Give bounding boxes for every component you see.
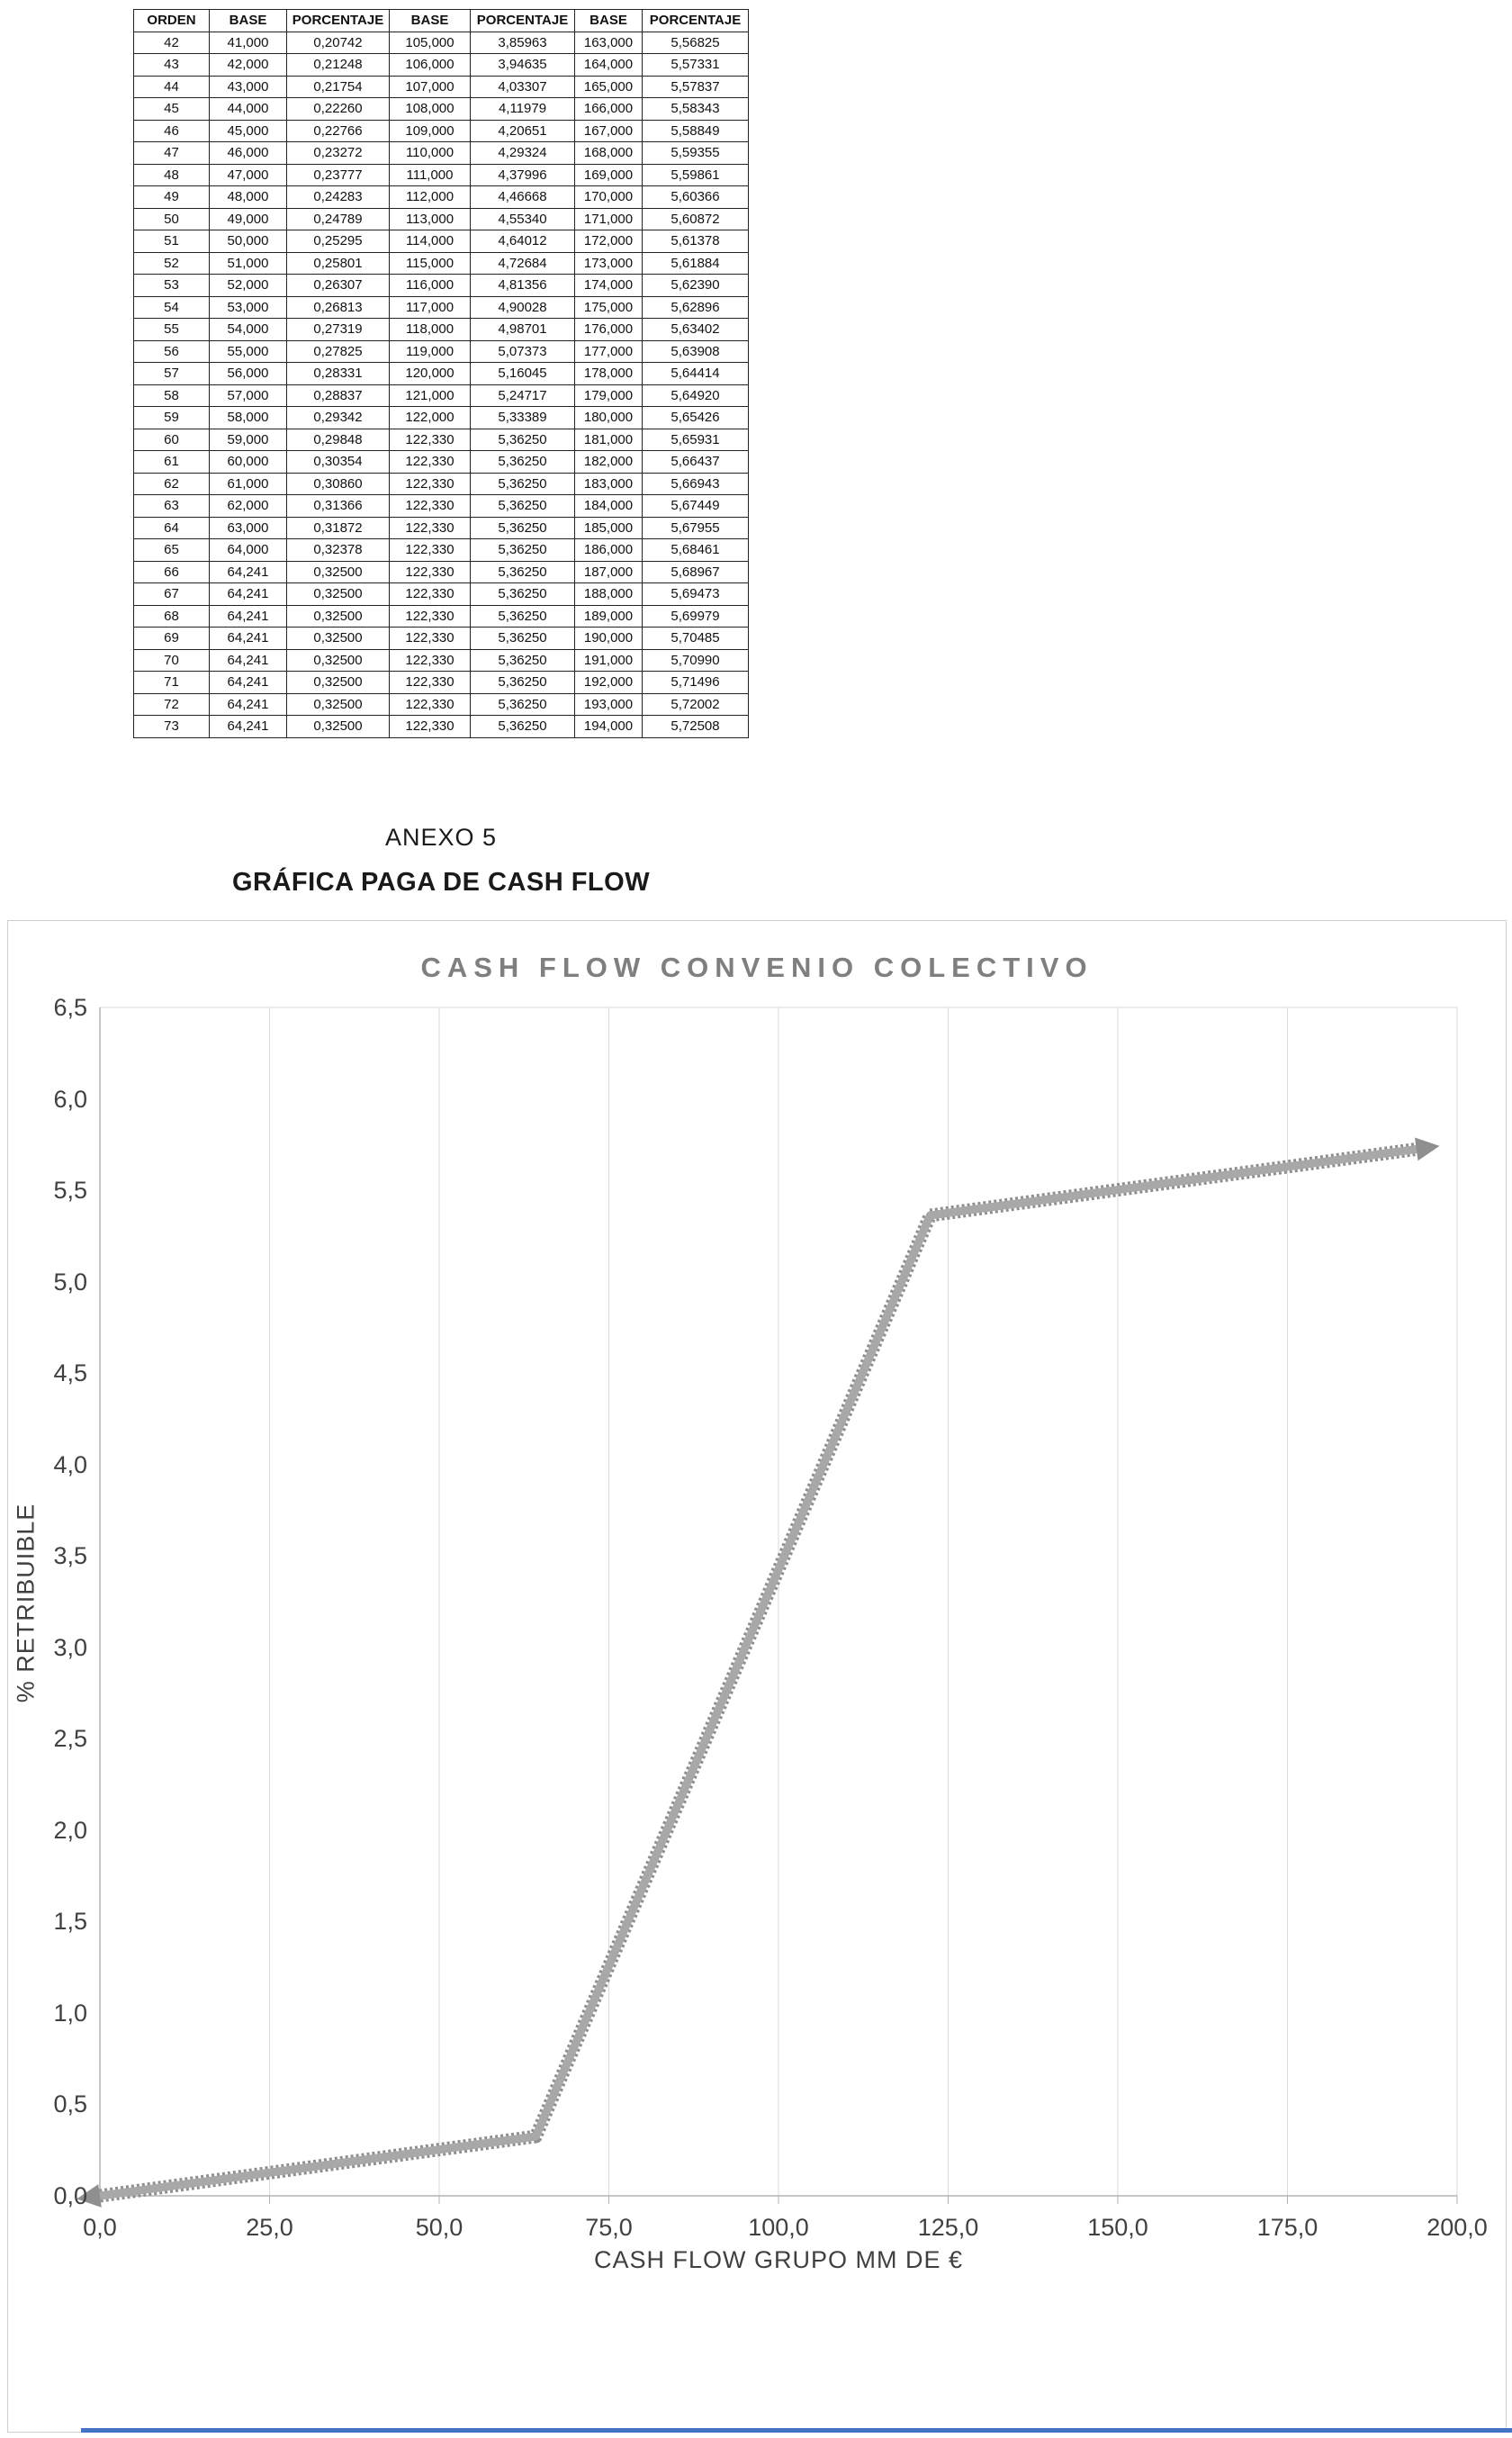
table-cell: 5,36250	[471, 517, 575, 539]
y-axis-title: % RETRIBUIBLE	[12, 1503, 40, 1703]
table-cell: 0,26813	[287, 296, 390, 319]
table-cell: 62,000	[210, 495, 287, 518]
table-cell: 69	[134, 628, 210, 650]
table-cell: 5,16045	[471, 363, 575, 385]
table-cell: 167,000	[575, 120, 643, 142]
table-header	[134, 10, 749, 32]
table-cell: 171,000	[575, 208, 643, 230]
table-cell: 5,57331	[643, 54, 749, 77]
y-tick-label: 1,0	[53, 1999, 87, 2027]
table-cell: 114,000	[390, 230, 471, 253]
table-row	[134, 340, 749, 363]
table-cell: 67	[134, 583, 210, 606]
table-row	[134, 275, 749, 297]
table-cell: 5,36250	[471, 451, 575, 474]
table-cell: 5,72002	[643, 693, 749, 716]
table-cell: 122,330	[390, 605, 471, 628]
x-tick-label: 0,0	[83, 2214, 117, 2241]
column-header: BASE	[390, 10, 471, 32]
table-cell: 4,37996	[471, 164, 575, 186]
table-cell: 184,000	[575, 495, 643, 518]
table-cell: 42	[134, 32, 210, 54]
table-cell: 5,69473	[643, 583, 749, 606]
table-cell: 189,000	[575, 605, 643, 628]
table-cell: 122,330	[390, 517, 471, 539]
table-cell: 43	[134, 54, 210, 77]
table-cell: 5,36250	[471, 605, 575, 628]
table-cell: 0,31872	[287, 517, 390, 539]
table-cell: 174,000	[575, 275, 643, 297]
table-body	[134, 32, 749, 737]
table-cell: 44,000	[210, 98, 287, 121]
table-cell: 61,000	[210, 473, 287, 495]
table-cell: 5,71496	[643, 672, 749, 694]
annex-headings	[0, 824, 882, 898]
table-cell: 122,330	[390, 495, 471, 518]
table-header-row	[134, 10, 749, 32]
table-cell: 106,000	[390, 54, 471, 77]
table-cell: 53,000	[210, 296, 287, 319]
table-cell: 5,36250	[471, 429, 575, 451]
table-cell: 5,36250	[471, 495, 575, 518]
table-cell: 116,000	[390, 275, 471, 297]
table-cell: 107,000	[390, 76, 471, 98]
table-cell: 0,27825	[287, 340, 390, 363]
chart-title: CASH FLOW CONVENIO COLECTIVO	[420, 952, 1094, 983]
table-cell: 172,000	[575, 230, 643, 253]
table-cell: 0,30354	[287, 451, 390, 474]
table-cell: 51	[134, 230, 210, 253]
table-cell: 0,21754	[287, 76, 390, 98]
porcentaje-table	[133, 9, 749, 738]
table-cell: 122,000	[390, 407, 471, 429]
table-cell: 122,330	[390, 649, 471, 672]
table-cell: 109,000	[390, 120, 471, 142]
table-row	[134, 230, 749, 253]
table-row	[134, 473, 749, 495]
table-cell: 56,000	[210, 363, 287, 385]
table-cell: 4,72684	[471, 252, 575, 275]
table-cell: 64	[134, 517, 210, 539]
column-header: PORCENTAJE	[471, 10, 575, 32]
table-row	[134, 429, 749, 451]
table-row	[134, 628, 749, 650]
table-row	[134, 32, 749, 54]
table-cell: 108,000	[390, 98, 471, 121]
table-cell: 72	[134, 693, 210, 716]
table-row	[134, 252, 749, 275]
table-cell: 49	[134, 186, 210, 209]
table-cell: 64,241	[210, 716, 287, 738]
table-row	[134, 716, 749, 738]
table-row	[134, 605, 749, 628]
table-cell: 5,59861	[643, 164, 749, 186]
table-cell: 5,36250	[471, 672, 575, 694]
table-cell: 48	[134, 164, 210, 186]
table-cell: 62	[134, 473, 210, 495]
table-cell: 5,66437	[643, 451, 749, 474]
table-cell: 46	[134, 120, 210, 142]
table-row	[134, 296, 749, 319]
table-cell: 175,000	[575, 296, 643, 319]
table-cell: 0,32500	[287, 716, 390, 738]
table-cell: 188,000	[575, 583, 643, 606]
table-cell: 54,000	[210, 319, 287, 341]
table-cell: 64,241	[210, 672, 287, 694]
table-cell: 0,20742	[287, 32, 390, 54]
table-cell: 178,000	[575, 363, 643, 385]
table-cell: 5,62896	[643, 296, 749, 319]
table-cell: 5,60872	[643, 208, 749, 230]
table-row	[134, 98, 749, 121]
x-tick-label: 50,0	[415, 2214, 464, 2241]
table-cell: 0,32500	[287, 605, 390, 628]
table-cell: 5,36250	[471, 628, 575, 650]
table-cell: 0,32500	[287, 628, 390, 650]
column-header: BASE	[575, 10, 643, 32]
table-cell: 5,57837	[643, 76, 749, 98]
table-cell: 45,000	[210, 120, 287, 142]
table-cell: 119,000	[390, 340, 471, 363]
x-tick-label: 25,0	[246, 2214, 293, 2241]
table-cell: 179,000	[575, 384, 643, 407]
table-row	[134, 76, 749, 98]
table-cell: 0,32500	[287, 583, 390, 606]
table-cell: 0,32500	[287, 561, 390, 583]
bottom-blue-rule	[81, 2428, 1512, 2433]
table-cell: 5,59355	[643, 142, 749, 165]
table-cell: 4,90028	[471, 296, 575, 319]
table-cell: 5,36250	[471, 561, 575, 583]
y-tick-label: 2,0	[53, 1816, 87, 1844]
table-cell: 5,36250	[471, 716, 575, 738]
grafica-heading: GRÁFICA PAGA DE CASH FLOW	[231, 868, 651, 897]
y-tick-label: 6,5	[53, 994, 87, 1021]
table-cell: 5,69979	[643, 605, 749, 628]
table-cell: 192,000	[575, 672, 643, 694]
table-cell: 5,36250	[471, 473, 575, 495]
table-cell: 122,330	[390, 561, 471, 583]
y-tick-label: 0,0	[53, 2182, 87, 2209]
column-header: PORCENTAJE	[287, 10, 390, 32]
table-cell: 42,000	[210, 54, 287, 77]
table-cell: 5,72508	[643, 716, 749, 738]
column-header: PORCENTAJE	[643, 10, 749, 32]
table-cell: 0,23777	[287, 164, 390, 186]
table-cell: 0,26307	[287, 275, 390, 297]
table-cell: 165,000	[575, 76, 643, 98]
table-cell: 121,000	[390, 384, 471, 407]
table-cell: 5,36250	[471, 539, 575, 562]
table-cell: 48,000	[210, 186, 287, 209]
table-cell: 0,22766	[287, 120, 390, 142]
table-cell: 0,24789	[287, 208, 390, 230]
table-cell: 177,000	[575, 340, 643, 363]
table-cell: 73	[134, 716, 210, 738]
table-cell: 5,65426	[643, 407, 749, 429]
table-cell: 0,29848	[287, 429, 390, 451]
anexo-heading: ANEXO 5	[384, 824, 498, 851]
table-cell: 47	[134, 142, 210, 165]
table-cell: 5,68967	[643, 561, 749, 583]
table-cell: 5,33389	[471, 407, 575, 429]
table-cell: 4,55340	[471, 208, 575, 230]
table-cell: 5,64920	[643, 384, 749, 407]
table-cell: 105,000	[390, 32, 471, 54]
table-cell: 163,000	[575, 32, 643, 54]
table-cell: 117,000	[390, 296, 471, 319]
table-cell: 52,000	[210, 275, 287, 297]
table-cell: 0,30860	[287, 473, 390, 495]
y-tick-label: 0,5	[53, 2090, 87, 2118]
table-cell: 43,000	[210, 76, 287, 98]
table-cell: 57,000	[210, 384, 287, 407]
table-cell: 5,61378	[643, 230, 749, 253]
table-cell: 173,000	[575, 252, 643, 275]
table-cell: 5,65931	[643, 429, 749, 451]
table-row	[134, 407, 749, 429]
table-cell: 190,000	[575, 628, 643, 650]
x-tick-label: 150,0	[1087, 2214, 1148, 2241]
table-cell: 60,000	[210, 451, 287, 474]
table-cell: 3,94635	[471, 54, 575, 77]
table-cell: 3,85963	[471, 32, 575, 54]
table-cell: 168,000	[575, 142, 643, 165]
table-cell: 4,81356	[471, 275, 575, 297]
table-cell: 5,62390	[643, 275, 749, 297]
table-row	[134, 451, 749, 474]
table-cell: 187,000	[575, 561, 643, 583]
table-cell: 5,63908	[643, 340, 749, 363]
table-cell: 0,28331	[287, 363, 390, 385]
table-cell: 122,330	[390, 672, 471, 694]
table-cell: 5,58343	[643, 98, 749, 121]
table-cell: 45	[134, 98, 210, 121]
table-row	[134, 672, 749, 694]
table-row	[134, 649, 749, 672]
table-cell: 5,64414	[643, 363, 749, 385]
table-cell: 65	[134, 539, 210, 562]
table-cell: 185,000	[575, 517, 643, 539]
table-cell: 115,000	[390, 252, 471, 275]
table-cell: 59,000	[210, 429, 287, 451]
table-cell: 5,70485	[643, 628, 749, 650]
column-header: BASE	[210, 10, 287, 32]
table-cell: 61	[134, 451, 210, 474]
table-cell: 55	[134, 319, 210, 341]
table-cell: 183,000	[575, 473, 643, 495]
table-row	[134, 693, 749, 716]
table-cell: 68	[134, 605, 210, 628]
table-cell: 64,241	[210, 605, 287, 628]
table-cell: 0,31366	[287, 495, 390, 518]
table-cell: 112,000	[390, 186, 471, 209]
table-cell: 64,241	[210, 649, 287, 672]
table-cell: 122,330	[390, 429, 471, 451]
table-cell: 4,29324	[471, 142, 575, 165]
table-cell: 4,64012	[471, 230, 575, 253]
table-cell: 169,000	[575, 164, 643, 186]
table-cell: 64,241	[210, 583, 287, 606]
table-cell: 59	[134, 407, 210, 429]
table-cell: 182,000	[575, 451, 643, 474]
table-cell: 122,330	[390, 539, 471, 562]
table-cell: 186,000	[575, 539, 643, 562]
table-cell: 50,000	[210, 230, 287, 253]
table-cell: 51,000	[210, 252, 287, 275]
table-cell: 4,11979	[471, 98, 575, 121]
table-row	[134, 384, 749, 407]
table-cell: 5,68461	[643, 539, 749, 562]
table-row	[134, 363, 749, 385]
y-tick-label: 6,0	[53, 1085, 87, 1113]
table-cell: 47,000	[210, 164, 287, 186]
table-cell: 44	[134, 76, 210, 98]
x-tick-label: 125,0	[917, 2214, 979, 2241]
table-cell: 122,330	[390, 583, 471, 606]
table-cell: 5,07373	[471, 340, 575, 363]
table-cell: 64,241	[210, 628, 287, 650]
table-cell: 0,29342	[287, 407, 390, 429]
y-tick-label: 4,5	[53, 1359, 87, 1387]
table-cell: 110,000	[390, 142, 471, 165]
table-row	[134, 164, 749, 186]
table-cell: 63,000	[210, 517, 287, 539]
table-cell: 118,000	[390, 319, 471, 341]
table-cell: 5,66943	[643, 473, 749, 495]
table-cell: 54	[134, 296, 210, 319]
table-cell: 181,000	[575, 429, 643, 451]
table-cell: 53	[134, 275, 210, 297]
table-cell: 64,241	[210, 693, 287, 716]
table-cell: 0,32500	[287, 672, 390, 694]
table-row	[134, 517, 749, 539]
table-cell: 5,63402	[643, 319, 749, 341]
table-row	[134, 186, 749, 209]
table-cell: 5,67449	[643, 495, 749, 518]
table-cell: 191,000	[575, 649, 643, 672]
table-cell: 64,000	[210, 539, 287, 562]
y-tick-label: 4,0	[53, 1450, 87, 1478]
table-row	[134, 583, 749, 606]
table-row	[134, 120, 749, 142]
y-tick-label: 5,0	[53, 1268, 87, 1296]
x-tick-label: 175,0	[1256, 2214, 1318, 2241]
table-cell: 5,24717	[471, 384, 575, 407]
table-row	[134, 319, 749, 341]
y-tick-label: 2,5	[53, 1725, 87, 1753]
table-cell: 113,000	[390, 208, 471, 230]
y-tick-label: 3,0	[53, 1633, 87, 1661]
table-cell: 57	[134, 363, 210, 385]
table-cell: 0,25801	[287, 252, 390, 275]
table-cell: 52	[134, 252, 210, 275]
table-cell: 0,32500	[287, 649, 390, 672]
table-cell: 71	[134, 672, 210, 694]
table-cell: 122,330	[390, 628, 471, 650]
table-cell: 5,60366	[643, 186, 749, 209]
x-axis-title: CASH FLOW GRUPO MM DE €	[593, 2246, 964, 2273]
table-cell: 66	[134, 561, 210, 583]
table-cell: 4,20651	[471, 120, 575, 142]
column-header: ORDEN	[134, 10, 210, 32]
table-cell: 50	[134, 208, 210, 230]
table-cell: 70	[134, 649, 210, 672]
table-cell: 56	[134, 340, 210, 363]
x-tick-label: 200,0	[1426, 2214, 1488, 2241]
table-cell: 0,22260	[287, 98, 390, 121]
table-cell: 5,58849	[643, 120, 749, 142]
table-cell: 55,000	[210, 340, 287, 363]
table-cell: 164,000	[575, 54, 643, 77]
table-cell: 60	[134, 429, 210, 451]
table-row	[134, 561, 749, 583]
table-cell: 122,330	[390, 451, 471, 474]
table-row	[134, 495, 749, 518]
table-row	[134, 54, 749, 77]
table-cell: 176,000	[575, 319, 643, 341]
table-cell: 58	[134, 384, 210, 407]
table-cell: 0,27319	[287, 319, 390, 341]
table-cell: 4,46668	[471, 186, 575, 209]
table-cell: 46,000	[210, 142, 287, 165]
table-cell: 41,000	[210, 32, 287, 54]
table-cell: 4,98701	[471, 319, 575, 341]
table-cell: 5,36250	[471, 649, 575, 672]
table-cell: 0,23272	[287, 142, 390, 165]
chart-plot-area	[8, 921, 1506, 2432]
cash-flow-chart	[7, 920, 1507, 2433]
x-tick-label: 75,0	[585, 2214, 633, 2241]
table-cell: 0,32378	[287, 539, 390, 562]
table-cell: 5,70990	[643, 649, 749, 672]
table-cell: 0,21248	[287, 54, 390, 77]
table-cell: 122,330	[390, 693, 471, 716]
table-cell: 180,000	[575, 407, 643, 429]
table-cell: 64,241	[210, 561, 287, 583]
table-row	[134, 142, 749, 165]
table-cell: 122,330	[390, 473, 471, 495]
table-cell: 5,56825	[643, 32, 749, 54]
x-tick-label: 100,0	[748, 2214, 809, 2241]
y-tick-label: 3,5	[53, 1542, 87, 1570]
y-tick-label: 5,5	[53, 1177, 87, 1205]
table-cell: 4,03307	[471, 76, 575, 98]
table-cell: 58,000	[210, 407, 287, 429]
table-cell: 0,25295	[287, 230, 390, 253]
table-cell: 5,36250	[471, 583, 575, 606]
table-cell: 0,28837	[287, 384, 390, 407]
table-cell: 122,330	[390, 716, 471, 738]
y-tick-label: 1,5	[53, 1908, 87, 1936]
table-cell: 5,61884	[643, 252, 749, 275]
table-cell: 0,24283	[287, 186, 390, 209]
table-row	[134, 208, 749, 230]
table-cell: 0,32500	[287, 693, 390, 716]
table-cell: 111,000	[390, 164, 471, 186]
table-cell: 120,000	[390, 363, 471, 385]
table-cell: 49,000	[210, 208, 287, 230]
table-cell: 5,36250	[471, 693, 575, 716]
table-cell: 5,67955	[643, 517, 749, 539]
table-cell: 170,000	[575, 186, 643, 209]
table-cell: 193,000	[575, 693, 643, 716]
table-row	[134, 539, 749, 562]
table-cell: 63	[134, 495, 210, 518]
table-cell: 166,000	[575, 98, 643, 121]
table-cell: 194,000	[575, 716, 643, 738]
